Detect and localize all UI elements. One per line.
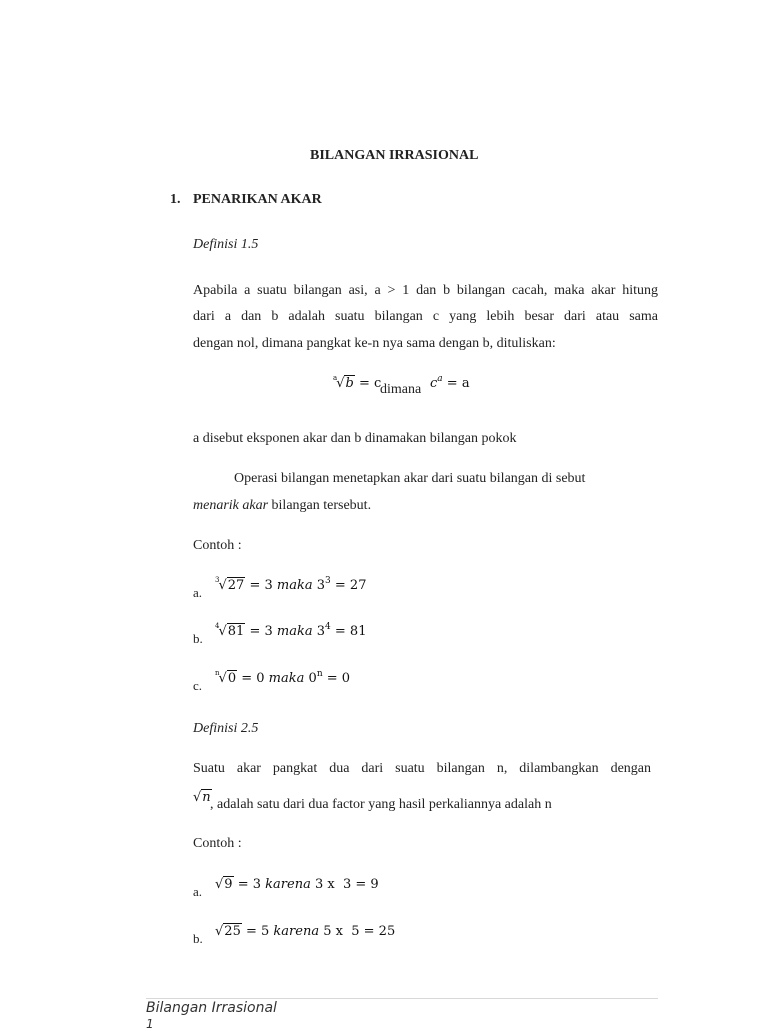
definition-2-line-1: Suatu akar pangkat dua dari suatu bilangan n, dilambangkan dengan — [193, 761, 651, 776]
definition-1-formula: $^a$√b = c — [333, 374, 382, 391]
example-2-item-a-letter: a. — [193, 884, 203, 899]
example-1-item-b-letter: b. — [193, 631, 203, 646]
formula-connector: dimana — [380, 382, 422, 397]
example-2-item-a: √9 = 3 karena 3 x 3 = 9 — [215, 877, 379, 892]
example-1-item-a-letter: a. — [193, 585, 203, 600]
definition-1-line-1: Apabila a suatu bilangan asi, a > 1 dan b bilangan cacah, maka akar hitung — [193, 283, 658, 298]
footer-page-number: 1 — [146, 1017, 154, 1031]
operation-line-1: Operasi bilangan menetapkan akar dari suatu bilangan di sebut — [234, 471, 586, 486]
definition-1-formula-power: $c^a = a$ — [430, 374, 470, 391]
definition-1-line-2: dari a dan b adalah suatu bilangan c yang lebih besar dari atau sama — [193, 309, 658, 324]
footer-divider — [146, 998, 658, 999]
example-1-item-c-letter: c. — [193, 678, 203, 693]
page-title: BILANGAN IRRASIONAL — [310, 148, 479, 163]
definition-2-label: Definisi 2.5 — [193, 721, 259, 736]
footer-text: Bilangan Irrasional — [146, 1000, 277, 1016]
definition-1-label: Definisi 1.5 — [193, 237, 259, 252]
operation-line-2: menarik akar bilangan tersebut. — [193, 498, 372, 513]
definition-1-line-3: dengan nol, dimana pangkat ke-n nya sama dengan b, dituliskan: — [193, 336, 556, 351]
example-1-label: Contoh : — [193, 538, 242, 553]
exponent-note: a disebut eksponen akar dan b dinamakan bilangan pokok — [193, 431, 517, 446]
definition-2-line-2: , adalah satu dari dua factor yang hasil perkaliannya adalah n — [210, 797, 552, 812]
section-number: 1. — [170, 192, 181, 207]
section-heading: PENARIKAN AKAR — [193, 192, 322, 207]
example-2-item-b-letter: b. — [193, 931, 203, 946]
radical-symbol: $^a$√b — [333, 374, 354, 391]
example-1-item-b: $^4$√81 = 3 maka $3^4 = 81$ — [215, 622, 367, 639]
example-1-item-a: $^3$√27 = 3 maka $3^3 = 27$ — [215, 576, 367, 593]
operation-term: menarik akar — [193, 498, 269, 513]
example-2-item-b: √25 = 5 karena 5 x 5 = 25 — [215, 924, 396, 939]
definition-2-sqrt: √n — [193, 790, 211, 805]
example-2-label: Contoh : — [193, 836, 242, 851]
example-1-item-c: $^n$√0 = 0 maka 0$^n$ = 0 — [215, 669, 351, 686]
